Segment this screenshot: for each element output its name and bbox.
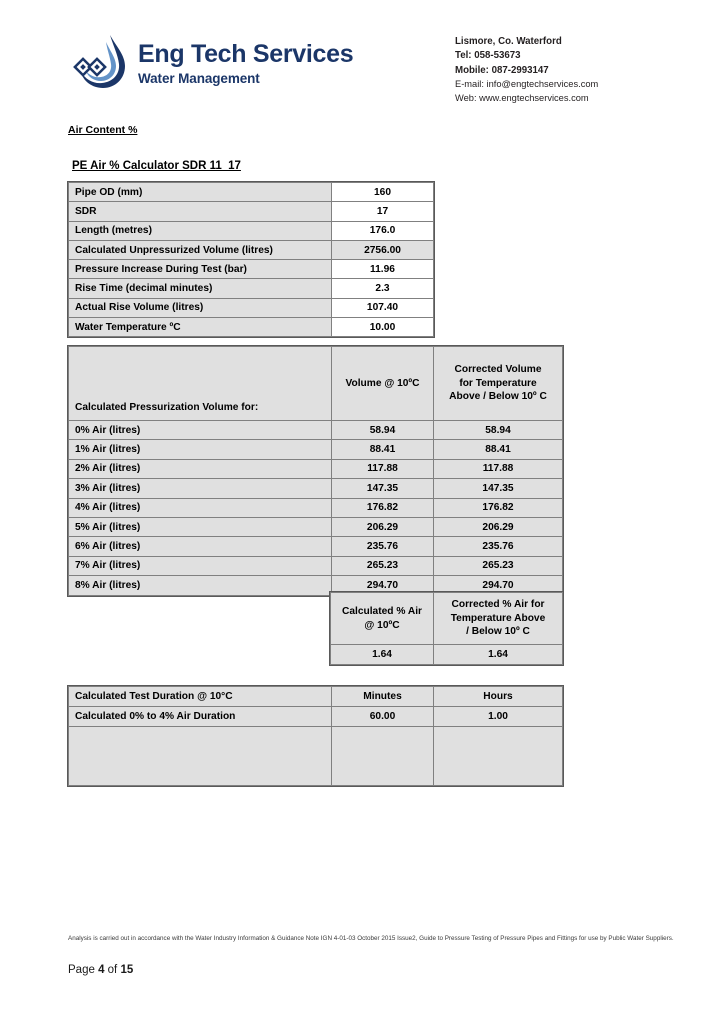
table-row [69, 556, 563, 575]
company-name: Eng Tech Services [138, 40, 354, 69]
length-value: 176.0 [332, 221, 434, 240]
air-5-label: 5% Air (litres) [69, 517, 332, 536]
air-6-label: 6% Air (litres) [69, 537, 332, 556]
table-row [69, 183, 434, 202]
table-row [69, 421, 563, 440]
contact-mobile: Mobile: 087-2993147 [455, 64, 549, 76]
table-row [69, 517, 563, 536]
pipe-parameters-table [68, 182, 434, 337]
rise-time-value: 2.3 [332, 279, 434, 298]
sdr-label: SDR [69, 202, 332, 221]
test-duration-table [68, 686, 563, 786]
page-number-current: 4 [98, 964, 105, 976]
duration-hours-value: 1.00 [434, 707, 563, 727]
air-1-label: 1% Air (litres) [69, 440, 332, 459]
contact-block [455, 35, 598, 106]
contact-tel: Tel: 058-53673 [455, 50, 521, 62]
corrected-percent-air-value: 1.64 [434, 645, 563, 665]
air-1-volume: 88.41 [332, 440, 434, 459]
table-row [69, 221, 434, 240]
air-4-label: 4% Air (litres) [69, 498, 332, 517]
page-number-prefix: Page [68, 964, 99, 976]
duration-minutes-value: 60.00 [332, 707, 434, 727]
air-5-volume: 206.29 [332, 517, 434, 536]
air-4-corrected: 176.82 [434, 498, 563, 517]
water-temperature-value: 10.00 [332, 318, 434, 337]
air-7-label: 7% Air (litres) [69, 556, 332, 575]
table-header-row [69, 347, 563, 421]
logo-wordmark [138, 42, 353, 86]
air-3-label: 3% Air (litres) [69, 479, 332, 498]
air-7-volume: 265.23 [332, 556, 434, 575]
air-6-volume: 235.76 [332, 537, 434, 556]
actual-rise-volume-label: Actual Rise Volume (litres) [69, 298, 332, 317]
calculator-title: PE Air % Calculator SDR 11_17 [72, 160, 241, 172]
air-8-volume: 294.70 [332, 576, 434, 595]
filler-cell-minutes [332, 727, 434, 786]
section-title-air-content: Air Content % [68, 124, 138, 136]
air-3-volume: 147.35 [332, 479, 434, 498]
pipe-od-label: Pipe OD (mm) [69, 183, 332, 202]
unpressurized-volume-value: 2756.00 [332, 240, 434, 259]
minutes-header: Minutes [332, 687, 434, 707]
table-row [69, 479, 563, 498]
table-row [69, 318, 434, 337]
volume-header: Volume @ 10ºC [332, 347, 434, 421]
sdr-value: 17 [332, 202, 434, 221]
company-tagline: Water Management [138, 71, 260, 87]
table-row [69, 260, 434, 279]
table-row [69, 498, 563, 517]
table-row [69, 298, 434, 317]
pressurization-volume-table [68, 346, 563, 596]
air-4-volume: 176.82 [332, 498, 434, 517]
filler-cell-hours [434, 727, 563, 786]
page-number-total: 15 [120, 964, 134, 976]
table-row [69, 459, 563, 478]
footer-disclaimer: Analysis is carried out in accordance with the Water Industry Information & Guidance Note IGN 4-01-03 October 2015 Issue2, Guide to Pressure Testing of Pressure Pipes and Fittings for use by Public Water Suppliers. [68, 935, 674, 942]
table-row [69, 537, 563, 556]
calculated-percent-air-header [331, 593, 434, 645]
table-row [69, 279, 434, 298]
page-number-middle: of [104, 964, 121, 976]
air-6-corrected: 235.76 [434, 537, 563, 556]
air-0-corrected: 58.94 [434, 421, 563, 440]
corrected-volume-header-line1: Corrected Volume [454, 363, 542, 375]
corrected-volume-header-line3: Above / Below 10º C [449, 391, 547, 403]
unpressurized-volume-label: Calculated Unpressurized Volume (litres) [69, 240, 332, 259]
table-filler-row [69, 727, 563, 786]
calculated-percent-air-header-line1: Calculated % Air [341, 605, 422, 617]
water-drop-diamond-logo-icon [72, 33, 130, 95]
test-duration-header-label: Calculated Test Duration @ 10°C [69, 687, 332, 707]
calculated-percent-air-header-line2: @ 10ºC [364, 619, 400, 631]
actual-rise-volume-value: 107.40 [332, 298, 434, 317]
air-2-corrected: 117.88 [434, 459, 563, 478]
table-row [69, 440, 563, 459]
air-5-corrected: 206.29 [434, 517, 563, 536]
corrected-volume-header [434, 347, 563, 421]
calculated-percent-air-value: 1.64 [331, 645, 434, 665]
length-label: Length (metres) [69, 221, 332, 240]
page-number [68, 964, 133, 976]
rise-time-label: Rise Time (decimal minutes) [69, 279, 332, 298]
air-2-volume: 117.88 [332, 459, 434, 478]
table-row [69, 240, 434, 259]
hours-header: Hours [434, 687, 563, 707]
table-header-row [69, 687, 563, 707]
air-3-corrected: 147.35 [434, 479, 563, 498]
table-row [69, 707, 563, 727]
corrected-volume-header-line2: for Temperature [459, 377, 537, 389]
air-8-label: 8% Air (litres) [69, 576, 332, 595]
pressurization-header-label: Calculated Pressurization Volume for: [69, 347, 332, 421]
corrected-percent-air-header-line1: Corrected % Air for [451, 598, 545, 610]
corrected-percent-air-header-line2: Temperature Above [450, 612, 546, 624]
air-1-corrected: 88.41 [434, 440, 563, 459]
company-logo [72, 33, 353, 95]
table-header-row [331, 593, 563, 645]
pressure-increase-label: Pressure Increase During Test (bar) [69, 260, 332, 279]
corrected-percent-air-header [434, 593, 563, 645]
contact-email: E-mail: info@engtechservices.com [455, 79, 599, 90]
percent-air-table [330, 592, 563, 665]
air-0-volume: 58.94 [332, 421, 434, 440]
pressure-increase-value: 11.96 [332, 260, 434, 279]
pipe-od-value: 160 [332, 183, 434, 202]
air-0-label: 0% Air (litres) [69, 421, 332, 440]
contact-web: Web: www.engtechservices.com [455, 92, 589, 103]
water-temperature-label: Water Temperature ºC [69, 318, 332, 337]
air-2-label: 2% Air (litres) [69, 459, 332, 478]
table-row [331, 645, 563, 665]
duration-row-label: Calculated 0% to 4% Air Duration [69, 707, 332, 727]
air-8-corrected: 294.70 [434, 576, 563, 595]
corrected-percent-air-header-line3: / Below 10º C [466, 626, 530, 638]
air-7-corrected: 265.23 [434, 556, 563, 575]
table-row [69, 202, 434, 221]
contact-address: Lismore, Co. Waterford [455, 36, 562, 47]
page-header [0, 0, 724, 118]
filler-cell-label [69, 727, 332, 786]
